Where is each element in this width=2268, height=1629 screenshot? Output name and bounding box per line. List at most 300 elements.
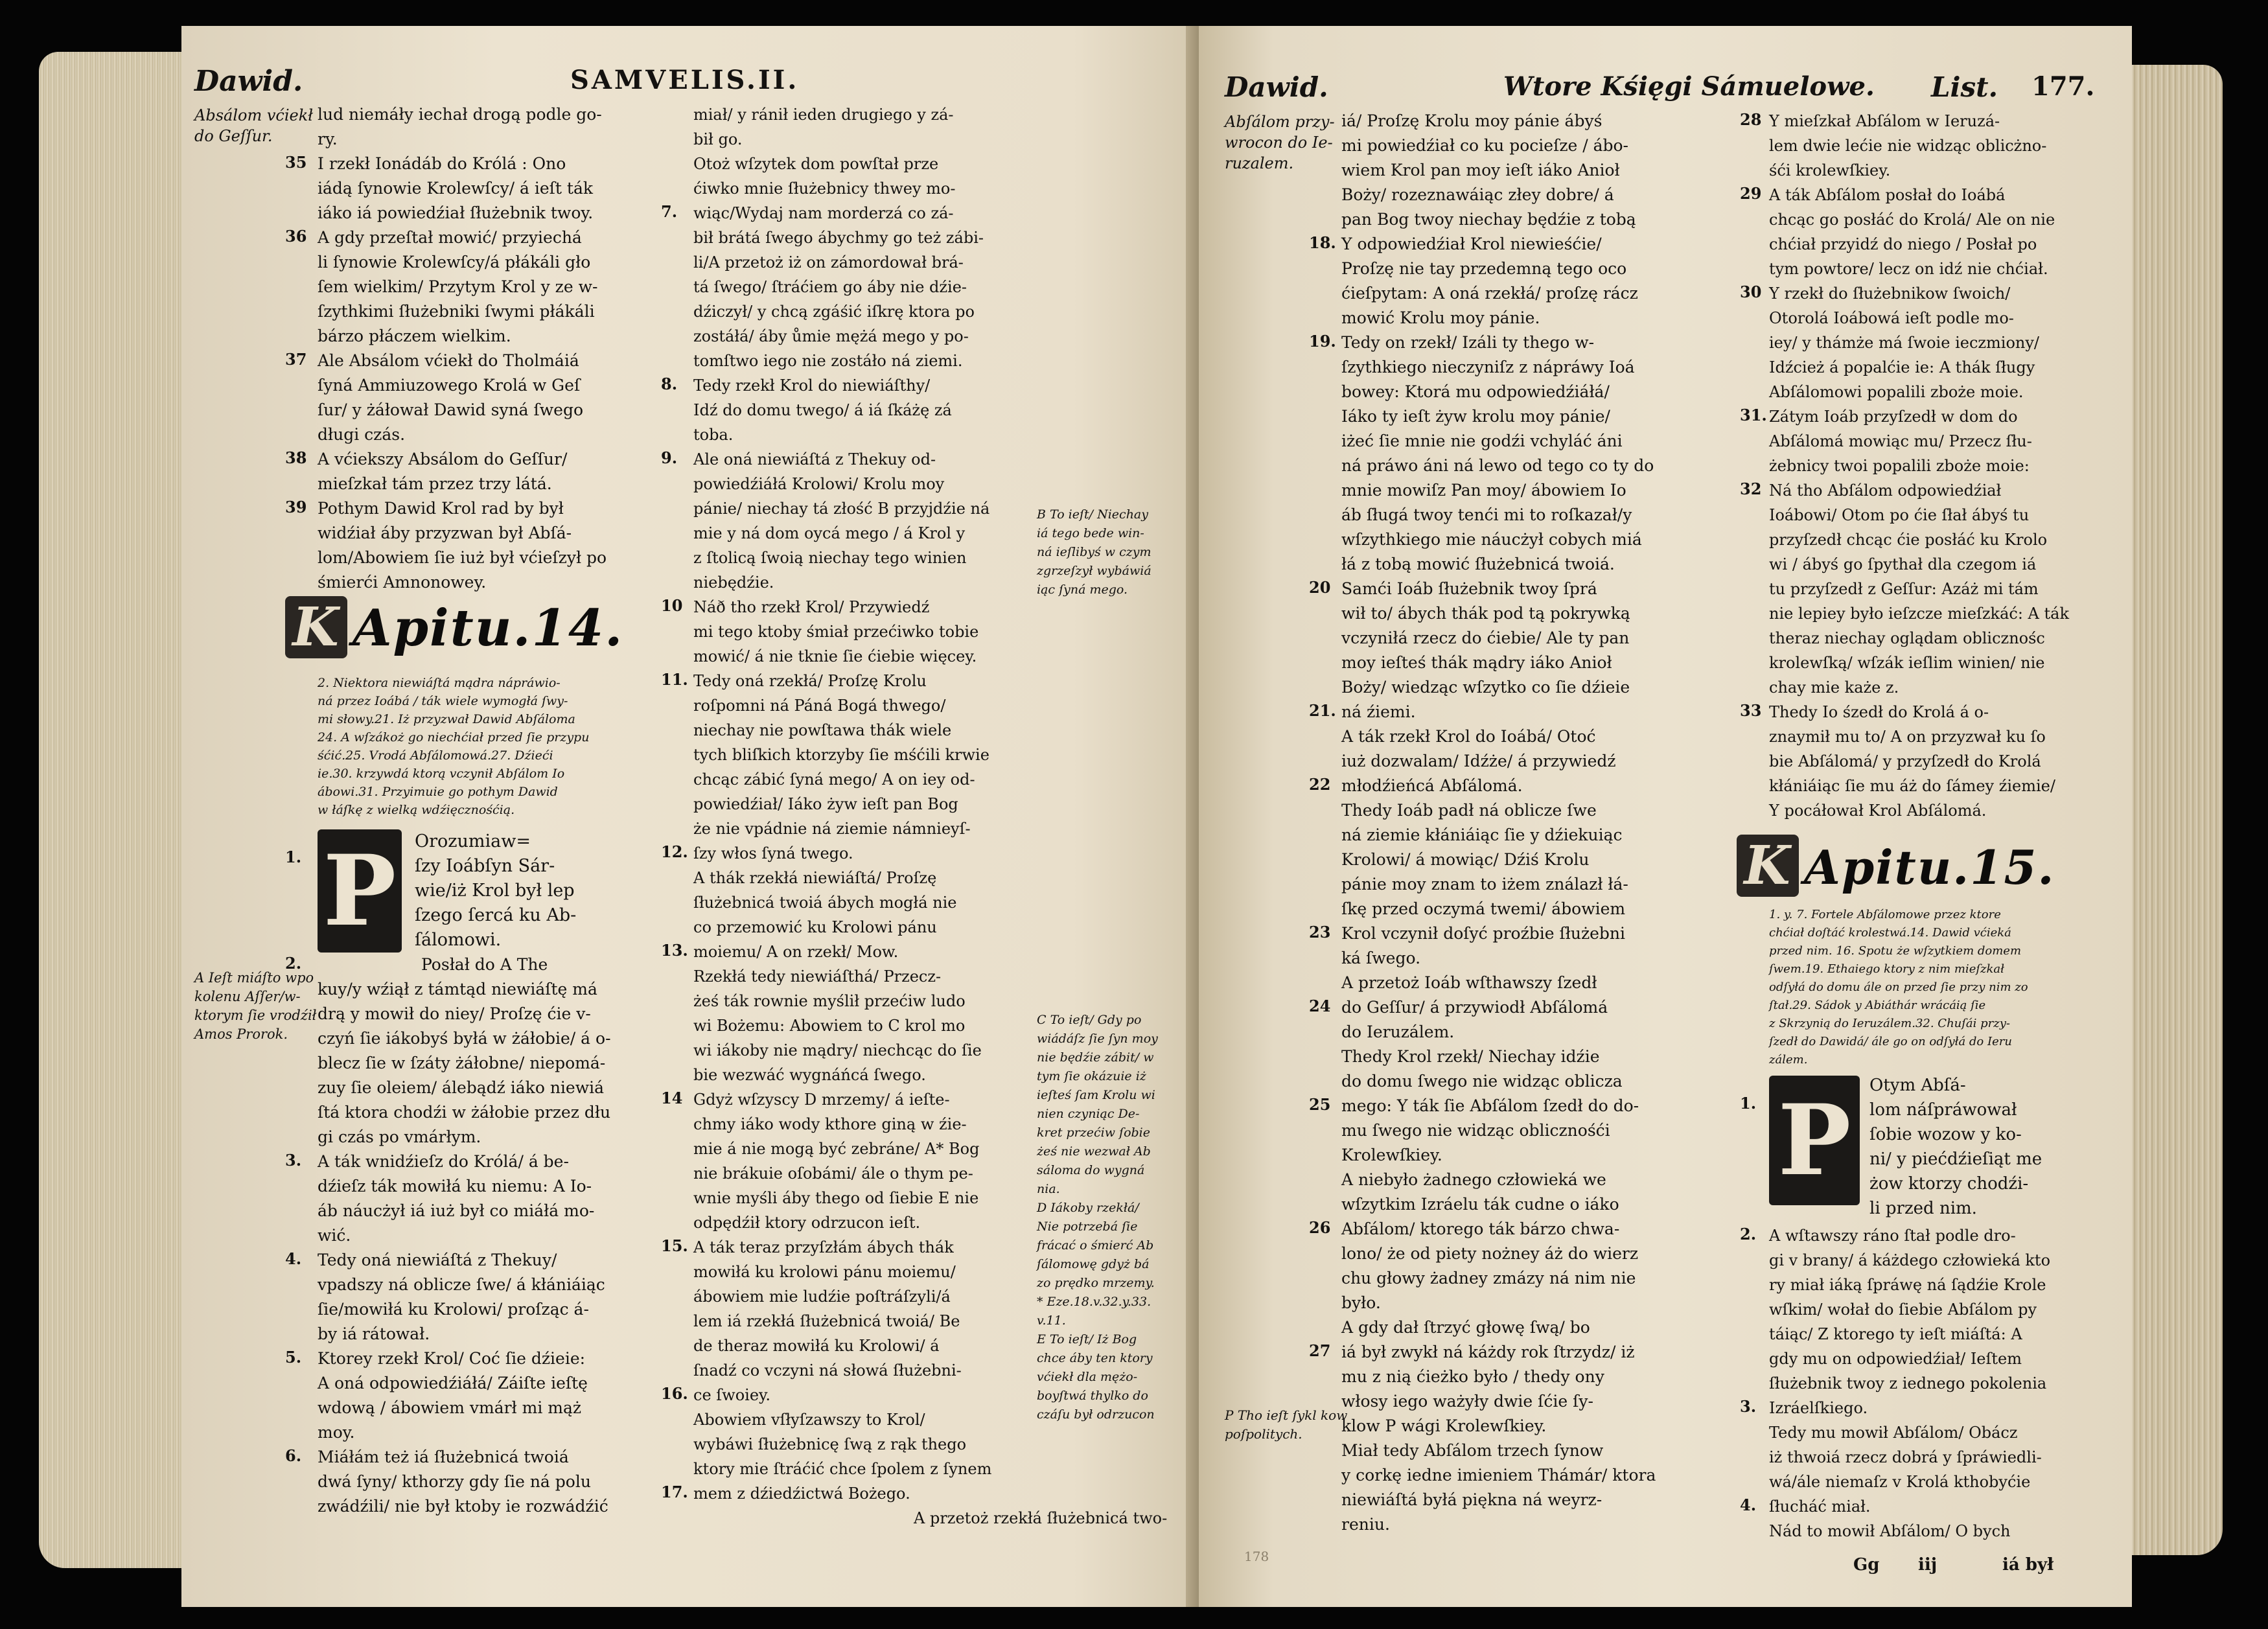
verse-number: 26 xyxy=(1309,1218,1331,1237)
text-line: Gdyż wſzyscy D mrzemy/ á ieſte- xyxy=(693,1091,950,1109)
text-line: zuy ſie oleiem/ álebądź iáko niewiá xyxy=(318,1078,605,1097)
text-line: Zátym Ioáb przyſzedł w dom do xyxy=(1769,408,2018,426)
verse-number: 20 xyxy=(1309,578,1331,597)
text-line: znaymił mu to/ A on przyzwał ku ſo xyxy=(1769,728,2046,746)
text-line: Miáłám też iá ſłużebnicá twoiá xyxy=(318,1448,569,1466)
text-line: Ná tho Abſálom odpowiedźiał xyxy=(1769,481,2002,500)
text-line: Nád to mowił Abſálom/ O bych xyxy=(1769,1522,2011,1540)
text-line: bie wezwáć wygnáńcá ſwego. xyxy=(693,1066,926,1084)
text-line: chcąc zábić ſyná mego/ A on iey od- xyxy=(693,770,975,789)
text-line: Náð tho rzekł Krol/ Przywiedź xyxy=(693,598,930,616)
text-line: ſzego ſercá ku Ab- xyxy=(415,905,577,925)
verse-number: 3. xyxy=(1740,1397,1757,1416)
text-line: lud niemáły iechał drogą podle go- xyxy=(318,105,602,124)
text-line: Y pocáłował Krol Abſálomá. xyxy=(1769,802,1987,820)
text-line: ſtá ktora chodźi w żáłobie przez dłu xyxy=(318,1103,611,1122)
text-line: mie y ná dom oycá mego / á Krol y xyxy=(693,524,966,542)
text-line: odpędźił ktory odrzucon ieſt. xyxy=(693,1214,921,1232)
text-line: de theraz mowiłá ku Krolowi/ á xyxy=(693,1337,940,1355)
text-line: áb náucżył iá iuż był co miáłá mo- xyxy=(318,1201,595,1220)
chapter-15-heading xyxy=(1737,835,2055,897)
text-line: I rzekł Ionádáb do Królá : Ono xyxy=(318,154,566,173)
verse-number: 1. xyxy=(1740,1094,1757,1113)
text-line: A wſtawszy ráno ſtał podle dro- xyxy=(1769,1227,2016,1245)
right-column-2b xyxy=(1769,1223,2050,1543)
text-line: A przetoż Ioáb wſthawszy ſzedł xyxy=(1341,973,1597,992)
text-line: mieſzkał tám przez trzy látá. xyxy=(318,474,552,493)
summary-line: 24. A wſzákoż go niechćiał przed ſie przypu xyxy=(318,730,590,745)
summary-line: w łáſkę z wielką wdźięcznośćią. xyxy=(318,803,515,817)
note-line: kolenu Aſſer/w- xyxy=(194,989,301,1004)
summary-line: chćiał doſtáć krolestwá.14. Dawid vćieká xyxy=(1769,926,2011,940)
verse-number: 32 xyxy=(1740,479,1762,498)
text-line: nie lepiey było ieſzcze mieſzkáć: A ták xyxy=(1769,605,2070,623)
text-line: A niebyło żadnego człowieká we xyxy=(1341,1170,1606,1189)
verse-number: 5. xyxy=(285,1348,302,1367)
text-line: gi czás po vmárłym. xyxy=(318,1127,481,1146)
text-line: kłániáiąc ſie mu áż do ſámey źiemie/ xyxy=(1769,777,2055,795)
text-line: śći krolewſkiey. xyxy=(1769,161,1891,179)
text-line: żebnicy twoi popalili zboże moie: xyxy=(1769,457,2030,475)
verse-number: 35 xyxy=(285,153,307,172)
text-line: Y odpowiedźiał Krol niewieśćie/ xyxy=(1341,235,1602,253)
note-line: iąc ſyná mego. xyxy=(1037,583,1128,597)
text-line: wić. xyxy=(318,1226,351,1245)
text-line: czyń ſie iákobyś byłá w żáłobie/ á o- xyxy=(318,1029,611,1048)
signature-mark-number: iij xyxy=(1918,1555,1938,1575)
summary-line: ſwem.19. Ethaiego ktory z nim mieſzkał xyxy=(1769,962,2004,976)
text-line: kuy/y wźiął z támtąd niewiáſtę má xyxy=(318,980,597,999)
text-line: Samći Ioáb ſłużebnik twoy ſprá xyxy=(1341,579,1597,598)
text-line: do Geſſur/ á przywiodł Abſálomá xyxy=(1341,998,1608,1017)
note-line: wrocon do Ie- xyxy=(1225,133,1333,152)
text-line: Proſzę nie tay przedemną tego oco xyxy=(1341,259,1627,278)
text-line: Ioábowi/ Otom po ćie ſłał ábyś tu xyxy=(1769,506,2030,524)
text-line: ábowiem mie ludźie poſtráſzyli/á xyxy=(693,1288,951,1306)
summary-line: ábowi.31. Przyimuie go pothym Dawid xyxy=(318,785,558,799)
verse-number: 31. xyxy=(1740,406,1767,424)
verse-number: 39 xyxy=(285,498,307,516)
summary-line: przed nim. 16. Spotu że wſzytkiem domem xyxy=(1769,944,2022,958)
text-line: ná práwo áni ná lewo od tego co ty do xyxy=(1341,456,1654,475)
text-line: bárzo płáczem wielkim. xyxy=(318,327,511,345)
text-line: iż thwoiá rzecz dobrá y ſpráwiedli- xyxy=(1769,1448,2042,1466)
summary-line: ie.30. krzywdá ktorą vczynił Abſálom Io xyxy=(318,767,565,781)
text-line: Tedy rzekł Krol do niewiáſthy/ xyxy=(693,376,931,395)
text-line: ká ſwego. xyxy=(1341,949,1421,967)
text-line: toba. xyxy=(693,426,734,444)
text-line: było. xyxy=(1341,1293,1381,1312)
verse-number: 23 xyxy=(1309,923,1331,942)
note-line: P Tho ieſt ſykl kow xyxy=(1225,1407,1348,1423)
verse-number: 37 xyxy=(285,350,307,369)
text-line: ſur/ y żáłował Dawid syná ſwego xyxy=(318,400,584,419)
note-line: Amos Prorok. xyxy=(194,1026,288,1042)
note-line: Absálom vćiekł xyxy=(194,106,314,124)
text-line: A gdy dał ſtrzyć głowę ſwą/ bo xyxy=(1341,1318,1590,1337)
gloss-c-d-e xyxy=(1037,1011,1158,1424)
text-line: tá ſwego/ ſtráćiem go áby nie dźie- xyxy=(693,278,967,296)
chapter-15-k-initial: K xyxy=(1737,835,1799,897)
note-line: Nie potrzebá ſie xyxy=(1037,1219,1138,1234)
right-running-head-left: Dawid. xyxy=(1225,71,1328,103)
text-line: przyſzedł chcąc ćie posłáć ku Krolo xyxy=(1769,531,2048,549)
chapter-14-summary xyxy=(318,674,589,819)
text-line: A ták wnidźieſz do Królá/ á be- xyxy=(318,1152,569,1171)
left-page xyxy=(181,26,1231,1607)
verse-number: 36 xyxy=(285,227,307,246)
text-line: Tedy on rzekł/ Izáli ty thego w- xyxy=(1341,333,1595,352)
text-line: Thedy Ioáb padł ná oblicze ſwe xyxy=(1341,801,1597,820)
left-running-head-center: SAMVELIS.II. xyxy=(570,65,800,95)
text-line: ćieſpytam: A oná rzekłá/ proſzę rácz xyxy=(1341,284,1638,303)
text-line: lem dwie lećie nie widząc oblicżno- xyxy=(1769,137,2047,155)
note-line: ieſteś ſam Krolu wi xyxy=(1037,1088,1155,1102)
text-line: ſłużebnik twoy z iednego pokolenia xyxy=(1769,1374,2047,1392)
note-line: ktorym ſie vrodźił xyxy=(194,1008,317,1023)
text-line: z ſtolicą ſwoią niechay tego winien xyxy=(693,549,967,567)
text-line: Y mieſzkał Abſálom w Ieruzá- xyxy=(1769,112,2000,130)
text-line: ſkę przed oczymá twemi/ ábowiem xyxy=(1341,899,1626,918)
verse-number: 14 xyxy=(661,1089,683,1107)
text-line: wſkim/ wołał do ſiebie Abſálom py xyxy=(1769,1300,2037,1319)
text-line: Ktorey rzekł Krol/ Coć ſie dźieie: xyxy=(318,1349,586,1368)
text-line: ry miał iáką ſpráwę ná ſądźie Krole xyxy=(1769,1276,2046,1294)
text-line: włosy iego ważyły dwie ſćie ſy- xyxy=(1341,1392,1593,1411)
text-line: bił go. xyxy=(693,130,743,148)
text-line: mu ſwego nie widząc oblicznośći xyxy=(1341,1121,1610,1140)
note-line: frácać o śmierć Ab xyxy=(1037,1238,1154,1253)
text-line: ce ſwoiey. xyxy=(693,1386,771,1404)
summary-line: z Skrzynią do Ieruzálem.32. Chuſái przy- xyxy=(1769,1017,2010,1030)
text-line: li przed nim. xyxy=(1869,1199,1977,1218)
verse-number: 3. xyxy=(285,1151,302,1170)
text-line: mego: Y ták ſie Abſálom ſzedł do do- xyxy=(1341,1096,1639,1115)
text-line: Boży/ rozeznawáiąc złey dobre/ á xyxy=(1341,185,1614,204)
note-line: zo prędko mrzemy. xyxy=(1037,1276,1155,1290)
summary-line: ná przez Ioábá / ták wiele wymogłá ſwy- xyxy=(318,694,568,708)
text-line: Pothym Dawid Krol rad by był xyxy=(318,499,564,518)
text-line: pánie/ niechay tá złość B przyjdźie ná xyxy=(693,500,990,518)
text-line: miał/ y ránił ieden drugiego y zá- xyxy=(693,106,954,124)
text-line: A przetoż rzekłá ſłużebnicá two- xyxy=(914,1509,1168,1527)
text-line: że nie vpádnie ná ziemie námnieyſ- xyxy=(693,820,971,838)
text-line: wnie myśli áby thego od ſiebie E nie xyxy=(693,1189,979,1207)
verse-number: 33 xyxy=(1740,701,1762,720)
page-edges-right xyxy=(2119,65,2223,1555)
verse-number: 24 xyxy=(1309,997,1331,1015)
verse-number: 38 xyxy=(285,448,307,467)
text-line: blecz ſie w ſzáty żáłobne/ niepomá- xyxy=(318,1054,606,1072)
verse-number: 13. xyxy=(661,941,688,960)
text-line: wie/iż Krol był lep xyxy=(415,881,575,901)
text-line: ſzy włos ſyná twego. xyxy=(693,844,853,862)
text-line: do domu ſwego nie widząc oblicza xyxy=(1341,1072,1623,1091)
text-line: ná źiemi. xyxy=(1341,702,1416,721)
left-running-head-left: Dawid. xyxy=(194,65,303,98)
text-line: niebędźie. xyxy=(693,573,774,592)
verse-number: 25 xyxy=(1309,1095,1331,1114)
text-line: gdy mu on odpowiedźiał/ Ieſtem xyxy=(1769,1350,2022,1368)
text-line: wá/ále niemaſz v Krolá kthobyćie xyxy=(1769,1473,2031,1491)
text-line: ſłużebnicá twoiá ábych mogłá nie xyxy=(693,894,957,912)
text-line: A ták Abſálom posłał do Ioábá xyxy=(1769,186,2006,204)
verse-number: 4. xyxy=(1740,1496,1757,1514)
verse-number: 12. xyxy=(661,842,688,861)
text-line: pan Bog twoy niechay będźie z tobą xyxy=(1341,210,1636,229)
note-line: ſálomowę gdyż bá xyxy=(1037,1257,1150,1271)
text-line: A vćiekszy Absálom do Geſſur/ xyxy=(318,450,568,468)
text-line: tu przyſzedł z Geſſur: Azáż mi tám xyxy=(1769,580,2039,598)
note-line: chce áby ten ktory xyxy=(1037,1351,1153,1365)
verse-number: 30 xyxy=(1740,283,1762,301)
text-line: by iá rátował. xyxy=(318,1324,430,1343)
text-line: ſzythkiego nieczyniſz z nápráwy Ioá xyxy=(1341,358,1635,376)
text-line: Tedy oná niewiáſtá z Thekuy/ xyxy=(318,1251,557,1269)
text-line: Krolowi/ á mowiąc/ Dźiś Krolu xyxy=(1341,850,1590,869)
text-line: iádą ſynowie Krolewſcy/ á ieſt ták xyxy=(318,179,594,198)
summary-line: 1. y. 7. Fortele Abſálomowe przez ktore xyxy=(1769,908,2001,921)
text-line: Abowiem vſłyſzawszy to Krol/ xyxy=(693,1411,925,1429)
note-line: B To ieſt/ Niechay xyxy=(1037,507,1148,522)
text-line: tomſtwo iego nie zostáło ná ziemi. xyxy=(693,352,963,370)
text-line: chmy iáko wody kthore giną w źie- xyxy=(693,1115,967,1133)
verse-number: 1. xyxy=(285,848,302,866)
note-line: iá tego bede win- xyxy=(1037,526,1144,540)
text-line: wſzythkiego mie náucżył cobych miá xyxy=(1341,530,1642,549)
note-line: ruzalem. xyxy=(1225,154,1294,172)
text-line: wi / ábyś go ſpythał dla czegom iá xyxy=(1769,555,2037,573)
text-line: roſpomni ná Páná Bogá thwego/ xyxy=(693,697,946,715)
note-line: boyſtwá thylko do xyxy=(1037,1389,1148,1403)
text-line: Iáko ty ieſt żyw krolu moy pánie/ xyxy=(1341,407,1610,426)
text-line: theraz niechay oglądam oblicznośc xyxy=(1769,629,2045,647)
verse-number: 29 xyxy=(1740,184,1762,203)
note-line: vćiekł dla mężo- xyxy=(1037,1370,1138,1384)
verse-number: 17. xyxy=(661,1483,688,1501)
text-line: Orozumiaw= xyxy=(415,831,531,851)
text-line: co przemowić ku Krolowi pánu xyxy=(693,918,937,936)
text-line: wi iákoby nie mądry/ niechcąc do ſie xyxy=(693,1041,982,1059)
text-line: długi czás. xyxy=(318,425,406,444)
text-line: żeś ták rownie myślił przećiw ludo xyxy=(693,992,966,1010)
folio-number: 177. xyxy=(2031,71,2095,102)
left-column-1 xyxy=(318,102,607,595)
note-line: v.11. xyxy=(1037,1313,1066,1328)
text-line: chu głowy żadney zmázy ná nim nie xyxy=(1341,1269,1636,1288)
text-line: mnie mowiſz Pan moy/ ábowiem Io xyxy=(1341,481,1626,500)
text-line: pánie moy znam to iżem ználazł łá- xyxy=(1341,875,1628,894)
verse-number: 2. xyxy=(285,954,302,973)
text-line: lem iá rzekłá ſłużebnicá twoiá/ Be xyxy=(693,1312,960,1330)
note-line: nie będźie zábit/ w xyxy=(1037,1050,1154,1065)
left-margin-top-note xyxy=(194,105,313,146)
text-line: ni/ y piećdźieſiąt me xyxy=(1869,1150,2042,1169)
text-line: ſzy Ioábſyn Sár- xyxy=(415,856,555,876)
left-column-1b xyxy=(318,953,611,1519)
text-line: ſálomowi. xyxy=(415,930,502,950)
text-line: wdową / ábowiem vmárł mi mąż xyxy=(318,1398,582,1417)
note-line: poſpolitych. xyxy=(1225,1426,1302,1442)
text-line: A oná odpowiedźiáłá/ Záiſte ieſtę xyxy=(318,1374,588,1392)
verse-number: 28 xyxy=(1740,110,1762,129)
note-line: nien czyniąc De- xyxy=(1037,1107,1140,1121)
text-line: bie Abſálomá/ y przyſzedł do Krolá xyxy=(1769,752,2041,770)
text-line: zostáłá/ áby ůmie mężá mego y po- xyxy=(693,327,969,345)
summary-line: zálem. xyxy=(1769,1053,1808,1067)
text-line: iá był zwykł ná káżdy rok ſtrzydz/ iż xyxy=(1341,1343,1635,1361)
text-line: li/A przetoż iż on zámordował brá- xyxy=(693,253,964,272)
text-line: Otorolá Ioábowá ieſt podle mo- xyxy=(1769,309,2014,327)
verse-number: 6. xyxy=(285,1446,302,1465)
right-column-1 xyxy=(1341,109,1656,1537)
note-line: E To ieſt/ Iż Bog xyxy=(1037,1332,1137,1346)
verse-number: 7. xyxy=(661,202,678,221)
chapter-15-summary xyxy=(1769,906,2028,1069)
text-line: Rzekłá tedy niewiáſthá/ Przecz- xyxy=(693,967,942,986)
text-line: wiąc/Wydaj nam morderzá co zá- xyxy=(693,204,954,222)
verse-number: 10 xyxy=(661,596,683,615)
note-line: sáloma do wygná xyxy=(1037,1163,1145,1177)
text-line: bił brátá ſwego ábychmy go też zábi- xyxy=(693,229,984,247)
text-line: chcąc go posłáć do Krolá/ Ale on nie xyxy=(1769,211,2055,229)
open-book xyxy=(39,26,2223,1607)
chapter-15-title: Apitu.15. xyxy=(1804,840,2055,895)
note-line: nia. xyxy=(1037,1182,1060,1196)
text-line: Idź do domu twego/ á iá ſkáżę zá xyxy=(693,401,952,419)
decorated-initial-p: P xyxy=(1769,1076,1860,1205)
text-line: moy ieſteś thák mądry iáko Anioł xyxy=(1341,653,1612,672)
text-line: Krolewſkiey. xyxy=(1341,1146,1442,1164)
text-line: Krol vczynił doſyć proźbie ſłużebni xyxy=(1341,924,1626,943)
text-line: powiedźiáłá Krolowi/ Krolu moy xyxy=(693,475,945,493)
text-line: młodźieńcá Abſálomá. xyxy=(1341,776,1523,795)
summary-line: ſtał.29. Sádok y Abiáthár wrácáią ſie xyxy=(1769,999,1986,1012)
text-line: vpadszy ná oblicze ſwe/ á kłániáiąc xyxy=(318,1275,605,1294)
text-line: mi tego ktoby śmiał przećiwko tobie xyxy=(693,623,979,641)
right-column-2 xyxy=(1769,109,2069,823)
text-line: Izráelſkiego. xyxy=(1769,1399,1868,1417)
text-line: drą y mowił do niey/ Proſzę ćie v- xyxy=(318,1004,591,1023)
text-line: vczyniłá rzecz do ćiebie/ Ale ty pan xyxy=(1341,629,1630,647)
text-line: li ſynowie Krolewſcy/á płákáli gło xyxy=(318,253,591,272)
text-line: niewiáſtá byłá piękna ná weyrz- xyxy=(1341,1490,1603,1509)
summary-line: mi słowy.21. Iż przyzwał Dawid Abſáloma xyxy=(318,712,575,726)
text-line: Otoż wſzytek dom powſtał prze xyxy=(693,155,939,173)
text-line: mie á nie mogą być zebráne/ A* Bog xyxy=(693,1140,980,1158)
text-line: gi v brany/ á káżdego człowieká kto xyxy=(1769,1251,2051,1269)
text-line: Idźcież á popalćie ie: A thák ſługy xyxy=(1769,358,2035,376)
text-line: tym powtore/ lecz on idź nie chćiał. xyxy=(1769,260,2048,278)
text-line: Miał tedy Abſálom trzech ſynow xyxy=(1341,1441,1604,1460)
decorated-initial-p: P xyxy=(318,829,402,953)
text-line: y corkę iedne imieniem Thámár/ ktora xyxy=(1341,1466,1656,1485)
text-line: mowić/ á nie tknie ſie ćiebie więcey. xyxy=(693,647,977,665)
verse-number: 9. xyxy=(661,448,678,467)
text-line: Thedy Krol rzekł/ Niechay idźie xyxy=(1341,1047,1600,1066)
text-line: moiemu/ A on rzekł/ Mow. xyxy=(693,943,899,961)
text-line: mowiłá ku krolowi pánu moiemu/ xyxy=(693,1263,956,1281)
text-line: Posłał do A The xyxy=(421,955,548,974)
text-line: A thák rzekłá niewiáſtá/ Proſzę xyxy=(693,869,937,887)
text-line: moy. xyxy=(318,1423,355,1442)
text-line: ſyná Ammiuzowego Krolá w Geſ xyxy=(318,376,581,395)
text-line: ſie/mowiłá ku Krolowi/ proſząc á- xyxy=(318,1300,589,1319)
pencil-annotation: 178 xyxy=(1244,1549,1269,1564)
note-line: ná ieſlibyś w czym xyxy=(1037,545,1151,559)
note-line: tym ſie okázuie iż xyxy=(1037,1069,1146,1083)
gloss-b xyxy=(1037,505,1151,599)
text-line: krolewſką/ wſzák ieſlim winien/ nie xyxy=(1769,654,2045,672)
note-line: Abſálom przy- xyxy=(1225,113,1335,131)
text-line: powiedźiał/ Iáko żyw ieſt pan Bog xyxy=(693,795,958,813)
text-line: tych bliſkich ktorzyby ſie mśćili krwie xyxy=(693,746,989,764)
chapter-14-opening xyxy=(415,829,576,953)
text-line: iuż dozwalam/ Idźże/ á przywiedź xyxy=(1341,752,1616,770)
text-line: A ták rzekł Krol do Ioábá/ Otoć xyxy=(1341,727,1596,746)
note-line: A Ieſt miáſto wpo xyxy=(194,970,314,986)
text-line: dźiczył/ y chcą zgáśić iſkrę ktora po xyxy=(693,303,975,321)
verse-number: 19. xyxy=(1309,332,1336,351)
note-line: czáſu był odrzucon xyxy=(1037,1407,1155,1422)
text-line: mowić Krolu moy pánie. xyxy=(1341,308,1540,327)
chapter-15-opening xyxy=(1869,1073,2042,1221)
note-line: wiádáſz ſie ſyn moy xyxy=(1037,1032,1158,1046)
text-line: klow P wági Krolewſkiey. xyxy=(1341,1416,1547,1435)
text-line: widźiał áby przyzwan był Abſá- xyxy=(318,524,572,542)
text-line: reniu. xyxy=(1341,1515,1390,1534)
verse-number: 11. xyxy=(661,670,688,689)
text-line: mi powiedźiał co ku pocieſze / ábo- xyxy=(1341,136,1629,155)
text-line: ſnadź co vczyni ná słowá ſłużebni- xyxy=(693,1361,962,1380)
chapter-14-title: Apitu.14. xyxy=(353,599,624,658)
text-line: Tedy mu mowił Abſálom/ Obácz xyxy=(1769,1424,2018,1442)
signature-mark: Gg xyxy=(1853,1555,1880,1575)
text-line: ſobie wozow y ko- xyxy=(1869,1125,2022,1144)
text-line: ſzythkimi ſłużebniki ſwymi płákáli xyxy=(318,302,595,321)
text-line: Ale oná niewiáſtá z Thekuy od- xyxy=(693,450,936,468)
text-line: ná ziemie kłániáiąc ſie y dźiekuiąc xyxy=(1341,826,1623,844)
text-line: ry. xyxy=(318,130,338,148)
note-line: żeś nie wezwał Ab xyxy=(1037,1144,1151,1159)
text-line: łá z tobą mowić ſłużebnicá twoiá. xyxy=(1341,555,1615,573)
right-margin-top-note xyxy=(1225,111,1335,174)
margin-note-a xyxy=(194,969,316,1044)
text-line: Otym Abſá- xyxy=(1869,1076,1966,1095)
note-line: do Geſſur. xyxy=(194,127,273,145)
text-line: Ale Absálom vćiekł do Tholmáiá xyxy=(318,351,579,370)
summary-line: śćić.25. Vrodá Abſálomowá.27. Dźieći xyxy=(318,748,553,763)
summary-line: ſzedł do Dawidá/ ále go on odſyłá do Ieru xyxy=(1769,1035,2012,1048)
text-line: lono/ że od piety nożney áż do wierz xyxy=(1341,1244,1639,1263)
verse-number: 4. xyxy=(285,1249,302,1268)
text-line: iżeć ſie mnie nie godźi vchyláć áni xyxy=(1341,432,1623,450)
text-line: chay mie każe z. xyxy=(1769,678,1899,697)
text-line: lom/Abowiem ſie iuż był vćieſzył po xyxy=(318,548,607,567)
catchword: iá był xyxy=(2002,1555,2054,1575)
note-line: D Iákoby rzekłá/ xyxy=(1037,1201,1139,1215)
text-line: iey/ y thámże má ſwoie ieczmiony/ xyxy=(1769,334,2040,352)
text-line: wſzytkim Izráelu ták cudne o iáko xyxy=(1341,1195,1619,1214)
text-line: dwá ſyny/ kthorzy gdy ſie ná polu xyxy=(318,1472,591,1491)
text-line: Tedy oná rzekłá/ Proſzę Krolu xyxy=(693,672,927,690)
text-line: do Ieruzálem. xyxy=(1341,1022,1455,1041)
text-line: niechay nie powſtawa thák wiele xyxy=(693,721,952,739)
verse-number: 8. xyxy=(661,375,678,393)
text-line: lom náſpráwował xyxy=(1869,1100,2017,1120)
margin-note-p xyxy=(1225,1406,1347,1444)
text-line: ćiwko mnie ſłużebnicy thwey mo- xyxy=(693,179,956,198)
